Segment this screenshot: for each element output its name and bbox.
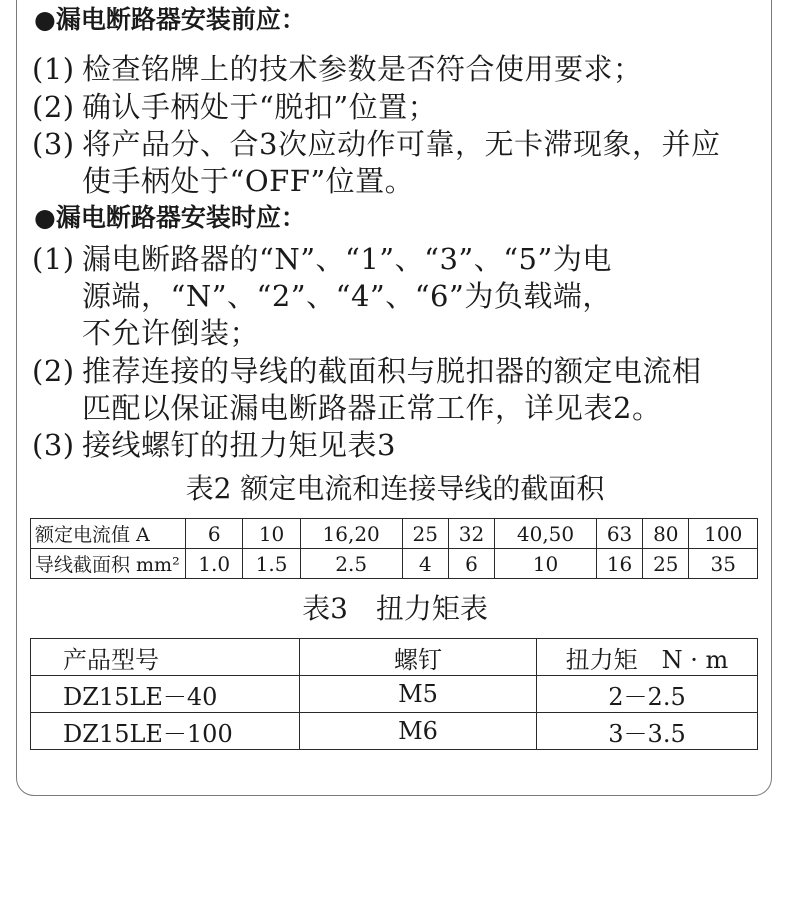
item-text: 将产品分、合3次应动作可靠，无卡滞现象，并应 [82, 127, 721, 161]
table-cell: DZ15LE－40 [31, 676, 300, 713]
table-row [31, 676, 758, 713]
table-cell: 10 [243, 519, 300, 549]
table-row [31, 549, 758, 579]
table-cell: 100 [689, 519, 758, 549]
table-cell: 40,50 [495, 519, 597, 549]
table-cell: 35 [689, 549, 758, 579]
item-number: (1) [32, 242, 75, 276]
item-text: 接线螺钉的扭力矩见表3 [82, 428, 396, 462]
table-header-row [31, 639, 758, 676]
section-heading: ●漏电断路器安装前应： [34, 5, 306, 34]
table-cell: 25 [402, 519, 448, 549]
table-cell: M6 [300, 713, 537, 750]
table3-caption: 表3 扭力矩表 [302, 592, 488, 625]
item-number: (2) [32, 90, 75, 124]
table-rated-current [30, 518, 758, 579]
item-number: (3) [32, 127, 75, 161]
section-heading: ●漏电断路器安装时应： [34, 203, 306, 232]
item-text: 推荐连接的导线的截面积与脱扣器的额定电流相 [82, 354, 702, 388]
table-cell: DZ15LE－100 [31, 713, 300, 750]
table-cell: 6 [186, 519, 243, 549]
item-number: (1) [32, 52, 75, 86]
table2-caption: 表2 额定电流和连接导线的截面积 [185, 472, 605, 505]
table-cell: 1.5 [243, 549, 300, 579]
table-cell: 16 [596, 549, 642, 579]
table-cell: M5 [300, 676, 537, 713]
item-text: 不允许倒装； [82, 316, 260, 350]
table-cell: 2.5 [300, 549, 402, 579]
column-header: 产品型号 [31, 639, 300, 676]
table-cell: 25 [643, 549, 689, 579]
table-torque [30, 638, 758, 750]
table-cell: 80 [643, 519, 689, 549]
table-cell: 63 [596, 519, 642, 549]
item-text: 确认手柄处于“脱扣”位置； [82, 90, 438, 124]
item-text: 检查铭牌上的技术参数是否符合使用要求； [82, 52, 643, 86]
table-cell: 2－2.5 [537, 676, 758, 713]
item-text: 使手柄处于“OFF”位置。 [82, 164, 415, 198]
item-text: 漏电断路器的“N”、“1”、“3”、“5”为电 [82, 242, 612, 276]
item-text: 匹配以保证漏电断路器正常工作，详见表2。 [82, 391, 662, 425]
table-cell: 1.0 [186, 549, 243, 579]
table-row [31, 519, 758, 549]
item-number: (2) [32, 354, 75, 388]
table-cell: 16,20 [300, 519, 402, 549]
table-cell: 6 [448, 549, 494, 579]
row-header: 额定电流值 A [31, 519, 186, 549]
column-header: 扭力矩 N · m [537, 639, 758, 676]
item-number: (3) [32, 428, 75, 462]
table-cell: 32 [448, 519, 494, 549]
table-cell: 10 [495, 549, 597, 579]
item-text: 源端，“N”、“2”、“4”、“6”为负载端， [82, 279, 612, 313]
table-cell: 4 [402, 549, 448, 579]
table-row [31, 713, 758, 750]
table-cell: 3－3.5 [537, 713, 758, 750]
column-header: 螺钉 [300, 639, 537, 676]
row-header: 导线截面积 mm² [31, 549, 186, 579]
